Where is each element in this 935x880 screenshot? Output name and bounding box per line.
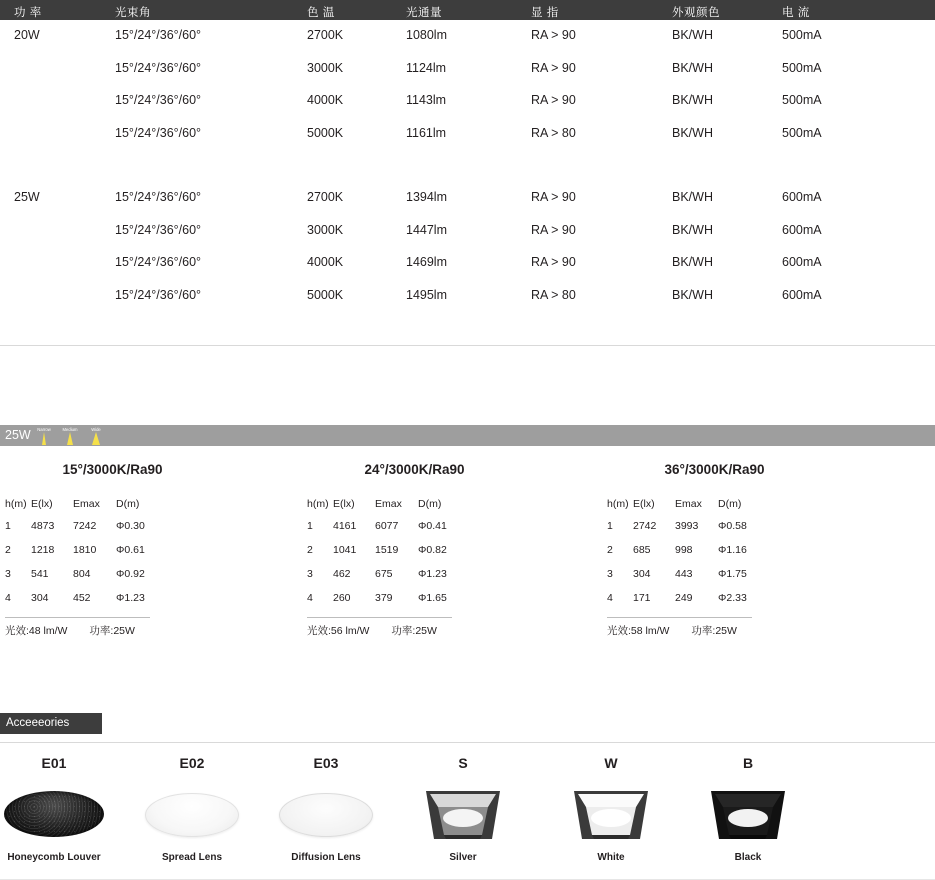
cell-emax: 998 — [675, 544, 693, 556]
cell-cct: 4000K — [307, 255, 344, 269]
cell-flux: 1124lm — [406, 60, 447, 75]
col-header-illuminance: E(lx) — [633, 498, 655, 510]
cell-diameter: Φ0.30 — [116, 520, 145, 532]
cell-cct: 2700K — [307, 190, 344, 204]
spec-header-power: 功 率 — [14, 7, 42, 19]
accessory-caption: Honeycomb Louver — [7, 852, 101, 863]
cell-current: 600mA — [782, 222, 822, 237]
spread-lens-icon — [145, 793, 239, 837]
accessory-code: W — [604, 755, 618, 771]
col-header-diameter: D(m) — [116, 498, 140, 510]
cell-diameter: Φ2.33 — [718, 592, 747, 604]
cell-current: 600mA — [782, 287, 822, 302]
accessories-divider — [0, 742, 935, 743]
cell-cct: 5000K — [307, 287, 344, 302]
accessory-caption: Diffusion Lens — [291, 852, 361, 863]
accessory-caption: Black — [734, 852, 762, 863]
table-row — [0, 118, 935, 151]
accessory-art — [536, 783, 686, 845]
cell-height: 1 — [5, 520, 11, 532]
power-value: 功率:25W — [391, 625, 437, 637]
photometric-band-label: 25W — [5, 428, 31, 442]
cell-illuminance: 4873 — [31, 520, 55, 532]
table-row — [0, 247, 935, 280]
cell-diameter: Φ0.61 — [116, 544, 145, 556]
table-row — [307, 544, 466, 568]
cell-flux: 1161lm — [406, 125, 447, 140]
photometric-table — [5, 498, 164, 616]
cell-color: BK/WH — [672, 287, 713, 302]
cell-height: 1 — [607, 520, 613, 532]
table-row — [0, 280, 935, 313]
cell-color: BK/WH — [672, 28, 713, 42]
table-row — [0, 20, 935, 53]
cell-diameter: Φ0.82 — [418, 544, 447, 556]
spec-header-current: 电 流 — [782, 7, 810, 19]
accessory-code: S — [458, 755, 468, 771]
cell-diameter: Φ1.16 — [718, 544, 747, 556]
cell-flux: 1469lm — [406, 255, 447, 269]
wide-beam-glyph — [92, 432, 100, 445]
col-header-emax: Emax — [375, 498, 402, 510]
table-row — [607, 544, 766, 568]
cell-cri: RA > 90 — [531, 190, 576, 204]
cell-height: 3 — [5, 568, 11, 580]
cell-emax: 249 — [675, 592, 693, 604]
cell-cri: RA > 80 — [531, 287, 576, 302]
spec-table-header-row — [0, 0, 935, 20]
cell-cct: 5000K — [307, 125, 344, 140]
cell-height: 4 — [307, 592, 313, 604]
cell-cct: 2700K — [307, 28, 344, 42]
cell-current: 600mA — [782, 190, 822, 204]
accessory-code: E03 — [313, 755, 339, 771]
medium-beam-label: Medium — [62, 427, 78, 432]
accessory-code: E01 — [41, 755, 67, 771]
cell-diameter: Φ0.58 — [718, 520, 747, 532]
cell-beam-angle: 15°/24°/36°/60° — [115, 190, 202, 204]
table-row — [607, 568, 766, 592]
accessory-item-e02[interactable] — [117, 755, 267, 863]
table-row — [5, 592, 164, 616]
accessory-code: E02 — [179, 755, 205, 771]
cell-emax: 1519 — [375, 544, 399, 556]
specification-table — [0, 0, 935, 312]
spec-header-finish-color: 外观颜色 — [672, 7, 720, 19]
photometric-table — [307, 498, 466, 616]
cell-height: 2 — [5, 544, 11, 556]
cell-cri: RA > 80 — [531, 125, 576, 140]
table-row — [607, 592, 766, 616]
photometric-title: 24°/3000K/Ra90 — [364, 462, 465, 477]
beam-icon-group — [36, 427, 104, 445]
cell-emax: 7242 — [73, 520, 97, 532]
cell-beam-angle: 15°/24°/36°/60° — [115, 287, 202, 302]
accessory-item-w[interactable] — [536, 755, 686, 863]
accessory-art — [251, 783, 401, 845]
accessory-caption: White — [597, 852, 625, 863]
cell-flux: 1080lm — [406, 28, 447, 42]
accessory-code: B — [742, 755, 754, 771]
accessories-section-label: Acceeeories — [6, 717, 70, 729]
accessory-item-b[interactable] — [673, 755, 823, 863]
cell-illuminance: 260 — [333, 592, 351, 604]
cell-emax: 804 — [73, 568, 91, 580]
cell-illuminance: 541 — [31, 568, 49, 580]
cell-cri: RA > 90 — [531, 60, 576, 75]
photometric-footer — [607, 617, 752, 638]
photometric-footer — [307, 617, 452, 638]
table-row — [0, 215, 935, 248]
cell-illuminance: 685 — [633, 544, 651, 556]
table-row — [307, 568, 466, 592]
table-row — [0, 182, 935, 215]
table-row — [307, 592, 466, 616]
table-row — [0, 53, 935, 86]
col-header-height: h(m) — [607, 498, 629, 510]
cell-power: 20W — [14, 28, 40, 42]
col-header-illuminance: E(lx) — [333, 498, 355, 510]
section-divider — [0, 345, 935, 346]
diffusion-lens-icon — [279, 793, 373, 837]
cell-emax: 443 — [675, 568, 693, 580]
cell-flux: 1143lm — [406, 93, 447, 107]
cell-current: 500mA — [782, 28, 822, 42]
cell-illuminance: 4161 — [333, 520, 357, 532]
efficacy-value: 光效:48 lm/W — [5, 625, 68, 637]
cell-color: BK/WH — [672, 60, 713, 75]
spec-group-spacer — [0, 150, 935, 182]
photometric-block-15deg — [5, 462, 220, 638]
cell-illuminance: 462 — [333, 568, 351, 580]
power-value: 功率:25W — [691, 625, 737, 637]
accessory-item-e01[interactable] — [0, 755, 129, 863]
medium-beam-glyph — [67, 432, 73, 445]
photometric-section-band — [0, 425, 935, 446]
cell-beam-angle: 15°/24°/36°/60° — [115, 222, 202, 237]
col-header-height: h(m) — [307, 498, 329, 510]
medium-beam-icon — [62, 427, 78, 445]
photometric-footer — [5, 617, 150, 638]
cell-cct: 4000K — [307, 93, 344, 107]
col-header-height: h(m) — [5, 498, 27, 510]
accessory-caption: Silver — [449, 852, 477, 863]
cell-emax: 675 — [375, 568, 393, 580]
cell-color: BK/WH — [672, 222, 713, 237]
photometric-block-24deg — [307, 462, 522, 638]
cell-height: 2 — [607, 544, 613, 556]
accessory-art — [117, 783, 267, 845]
cell-power: 25W — [14, 190, 40, 204]
photometric-header-row — [307, 498, 466, 520]
col-header-illuminance: E(lx) — [31, 498, 53, 510]
spec-header-beam-angle: 光束角 — [115, 7, 151, 19]
accessories-grid — [0, 755, 935, 880]
cell-diameter: Φ1.23 — [418, 568, 447, 580]
table-row — [5, 544, 164, 568]
cell-emax: 3993 — [675, 520, 699, 532]
black-reflector-icon — [709, 787, 787, 841]
cell-color: BK/WH — [672, 125, 713, 140]
cell-beam-angle: 15°/24°/36°/60° — [115, 125, 202, 140]
spec-header-cri: 显 指 — [531, 7, 559, 19]
cell-beam-angle: 15°/24°/36°/60° — [115, 93, 202, 107]
cell-flux: 1447lm — [406, 222, 447, 237]
white-reflector-icon — [572, 787, 650, 841]
table-row — [0, 85, 935, 118]
power-value: 功率:25W — [89, 625, 135, 637]
cell-illuminance: 304 — [633, 568, 651, 580]
spec-table-body — [0, 20, 935, 312]
accessory-art — [673, 783, 823, 845]
cell-diameter: Φ1.75 — [718, 568, 747, 580]
cell-height: 4 — [5, 592, 11, 604]
cell-illuminance: 304 — [31, 592, 49, 604]
spec-header-cct: 色 温 — [307, 7, 335, 19]
cell-cri: RA > 90 — [531, 255, 576, 269]
cell-emax: 6077 — [375, 520, 399, 532]
cell-illuminance: 1218 — [31, 544, 55, 556]
silver-reflector-icon — [424, 787, 502, 841]
photometric-title: 36°/3000K/Ra90 — [664, 462, 765, 477]
cell-illuminance: 2742 — [633, 520, 657, 532]
accessory-caption: Spread Lens — [161, 852, 223, 863]
cell-cct: 3000K — [307, 60, 344, 75]
wide-beam-label: Wide — [91, 427, 101, 432]
cell-emax: 452 — [73, 592, 91, 604]
col-header-diameter: D(m) — [418, 498, 442, 510]
wide-beam-icon — [88, 427, 104, 445]
cell-color: BK/WH — [672, 255, 713, 269]
cell-emax: 1810 — [73, 544, 97, 556]
accessories-section-band — [0, 713, 102, 734]
col-header-emax: Emax — [675, 498, 702, 510]
accessory-item-e03[interactable] — [251, 755, 401, 863]
narrow-beam-label: Narrow — [37, 427, 51, 432]
cell-illuminance: 171 — [633, 592, 651, 604]
cell-height: 4 — [607, 592, 613, 604]
accessory-item-s[interactable] — [388, 755, 538, 863]
accessory-art — [388, 783, 538, 845]
cell-cri: RA > 90 — [531, 93, 576, 107]
col-header-diameter: D(m) — [718, 498, 742, 510]
table-row — [607, 520, 766, 544]
cell-height: 1 — [307, 520, 313, 532]
cell-diameter: Φ1.23 — [116, 592, 145, 604]
honeycomb-louver-icon — [4, 791, 104, 837]
cell-beam-angle: 15°/24°/36°/60° — [115, 28, 202, 42]
cell-beam-angle: 15°/24°/36°/60° — [115, 255, 202, 269]
cell-flux: 1394lm — [406, 190, 447, 204]
col-header-emax: Emax — [73, 498, 100, 510]
cell-current: 500mA — [782, 125, 822, 140]
cell-cri: RA > 90 — [531, 222, 576, 237]
cell-cct: 3000K — [307, 222, 344, 237]
narrow-beam-glyph — [42, 432, 46, 445]
cell-diameter: Φ0.41 — [418, 520, 447, 532]
cell-diameter: Φ0.92 — [116, 568, 145, 580]
photometric-title: 15°/3000K/Ra90 — [62, 462, 163, 477]
cell-beam-angle: 15°/24°/36°/60° — [115, 60, 202, 75]
cell-height: 2 — [307, 544, 313, 556]
cell-current: 500mA — [782, 93, 822, 107]
efficacy-value: 光效:56 lm/W — [307, 625, 370, 637]
cell-cri: RA > 90 — [531, 28, 576, 42]
photometric-header-row — [607, 498, 766, 520]
cell-height: 3 — [307, 568, 313, 580]
efficacy-value: 光效:58 lm/W — [607, 625, 670, 637]
cell-diameter: Φ1.65 — [418, 592, 447, 604]
table-row — [5, 568, 164, 592]
cell-color: BK/WH — [672, 93, 713, 107]
photometric-table — [607, 498, 766, 616]
cell-color: BK/WH — [672, 190, 713, 204]
cell-emax: 379 — [375, 592, 393, 604]
cell-illuminance: 1041 — [333, 544, 357, 556]
cell-current: 600mA — [782, 255, 822, 269]
photometric-block-36deg — [607, 462, 822, 638]
spec-header-luminous-flux: 光通量 — [406, 7, 442, 19]
accessory-art — [0, 783, 129, 845]
table-row — [5, 520, 164, 544]
cell-flux: 1495lm — [406, 287, 447, 302]
photometric-header-row — [5, 498, 164, 520]
narrow-beam-icon — [36, 427, 52, 445]
cell-current: 500mA — [782, 60, 822, 75]
table-row — [307, 520, 466, 544]
cell-height: 3 — [607, 568, 613, 580]
